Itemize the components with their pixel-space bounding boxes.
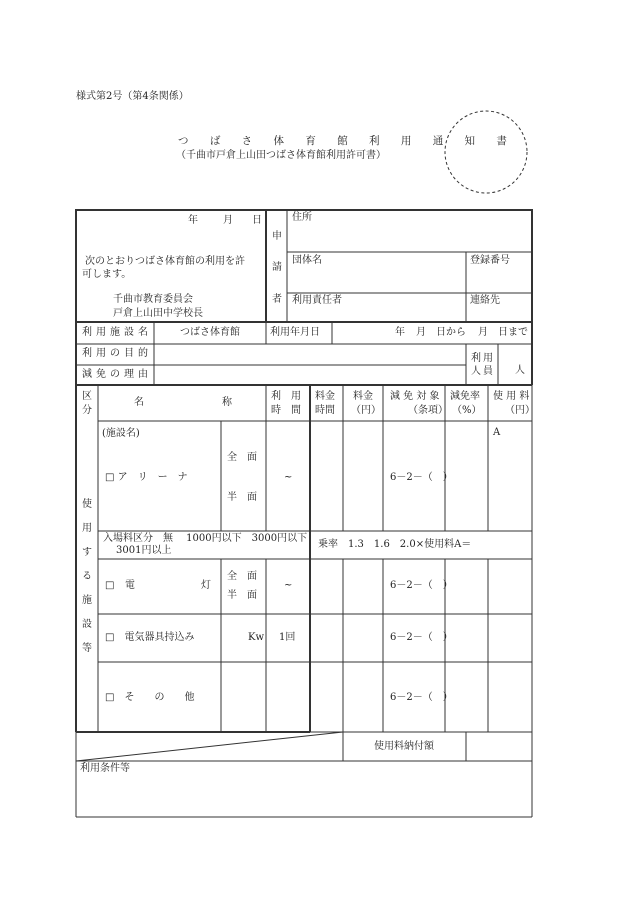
use-date-to: 日まで	[498, 327, 528, 338]
arena-clause: 6－2－（ ）	[390, 472, 453, 483]
lighting-clause: 6－2－（ ）	[390, 580, 453, 591]
section-label-char-4: る	[82, 571, 92, 582]
electrical-count: 1回	[279, 632, 296, 643]
header-exempt-rate-2: （%）	[452, 405, 482, 416]
section-label-char-7: 等	[82, 643, 92, 654]
lighting-half: 半 面	[227, 590, 257, 601]
header-use-time-1: 利 用	[271, 391, 301, 402]
issuer-line2: 戸倉上山田中学校長	[113, 308, 203, 319]
admission-category-line1: 入場料区分 無 1000円以下 3000円以下	[103, 533, 308, 544]
form-subtitle: （千曲市戸倉上山田つばさ体育館利用許可書）	[176, 150, 386, 161]
payment-amount-label: 使用料納付額	[374, 741, 434, 752]
permit-statement-line1: 次のとおりつばさ体育館の利用を許	[85, 256, 245, 267]
use-date-year: 年	[395, 327, 405, 338]
arena-facility-heading: (施設名)	[102, 428, 140, 439]
users-label-line2: 人員	[471, 366, 495, 377]
arena-time-separator: ~	[284, 472, 293, 483]
other-clause: 6－2－（ ）	[390, 692, 453, 703]
users-label-line1: 利用	[471, 353, 495, 364]
address-label: 住所	[292, 212, 312, 223]
header-exempt-target-1: 減 免 対 象	[390, 391, 440, 402]
header-exempt-rate-1: 減免率	[450, 391, 480, 402]
form-title: つ ば さ 体 育 館 利 用 通 知 書	[178, 135, 516, 147]
lighting-checkbox: □	[105, 580, 115, 591]
header-usage-fee-1: 使 用 料	[493, 391, 530, 402]
use-date-month: 月	[416, 327, 426, 338]
permit-date-day: 日	[252, 215, 262, 226]
other-name: □ そ の 他	[105, 692, 195, 703]
header-name-2: 称	[222, 397, 232, 408]
form-number: 様式第2号（第4条関係）	[76, 91, 189, 102]
use-date-label: 利用年月日	[270, 327, 320, 338]
section-label-char-6: 設	[82, 619, 92, 630]
header-kubun-1: 区	[82, 391, 92, 402]
purpose-label: 利用の目的	[82, 348, 152, 359]
use-date-month2: 月	[478, 327, 488, 338]
permit-statement-line2: 可します。	[82, 269, 132, 280]
header-exempt-target-2: （条項）	[408, 405, 448, 416]
conditions-label: 利用条件等	[80, 763, 130, 774]
header-fee-time-1: 料金	[315, 391, 335, 402]
applicant-label-char-2: 請	[272, 262, 282, 273]
arena-name: □ ア リ ー ナ	[105, 472, 188, 483]
arena-fee-marker: A	[493, 427, 501, 438]
header-usage-fee-2: （円）	[505, 405, 535, 416]
header-use-time-2: 時 間	[271, 405, 301, 416]
admission-multiplier: 乗率 1.3 1.6 2.0×使用料A＝	[318, 539, 472, 550]
lighting-full: 全 面	[227, 571, 257, 582]
contact-label: 連絡先	[470, 295, 500, 306]
header-fee-time-2: 時間	[315, 405, 335, 416]
section-label-char-1: 使	[82, 499, 92, 510]
admission-category-line2: 3001円以上	[116, 545, 172, 556]
facility-name-label: 利用施設名	[82, 327, 152, 338]
registration-number-label: 登録番号	[470, 255, 510, 266]
permit-date-year: 年	[188, 215, 198, 226]
electrical-clause: 6－2－（ ）	[390, 632, 453, 643]
users-unit: 人	[515, 365, 525, 376]
lighting-time-separator: ~	[284, 580, 293, 591]
lighting-name-b: 灯	[201, 580, 211, 591]
section-label-char-3: す	[82, 547, 92, 558]
applicant-label-char-3: 者	[272, 294, 282, 305]
electrical-name: □ 電気器具持込み	[105, 632, 195, 643]
arena-full-court: 全 面	[227, 452, 257, 463]
group-name-label: 団体名	[292, 255, 322, 266]
header-fee-1: 料金	[353, 391, 373, 402]
header-kubun-2: 分	[82, 405, 92, 416]
use-date-from: 日から	[436, 327, 466, 338]
permit-date-month: 月	[223, 215, 233, 226]
header-name-1: 名	[134, 397, 144, 408]
applicant-label-char-1: 申	[272, 231, 282, 242]
lighting-name-a: 電	[125, 580, 135, 591]
issuer-line1: 千曲市教育委員会	[113, 294, 193, 305]
responsible-person-label: 利用責任者	[292, 295, 342, 306]
section-label-char-5: 施	[82, 595, 92, 606]
section-label-char-2: 用	[82, 523, 92, 534]
facility-name-value: つばさ体育館	[180, 327, 240, 338]
electrical-unit: Kw	[248, 632, 265, 643]
arena-half-court: 半 面	[227, 492, 257, 503]
header-fee-2: （円）	[351, 405, 381, 416]
exemption-reason-label: 減免の理由	[82, 369, 152, 380]
